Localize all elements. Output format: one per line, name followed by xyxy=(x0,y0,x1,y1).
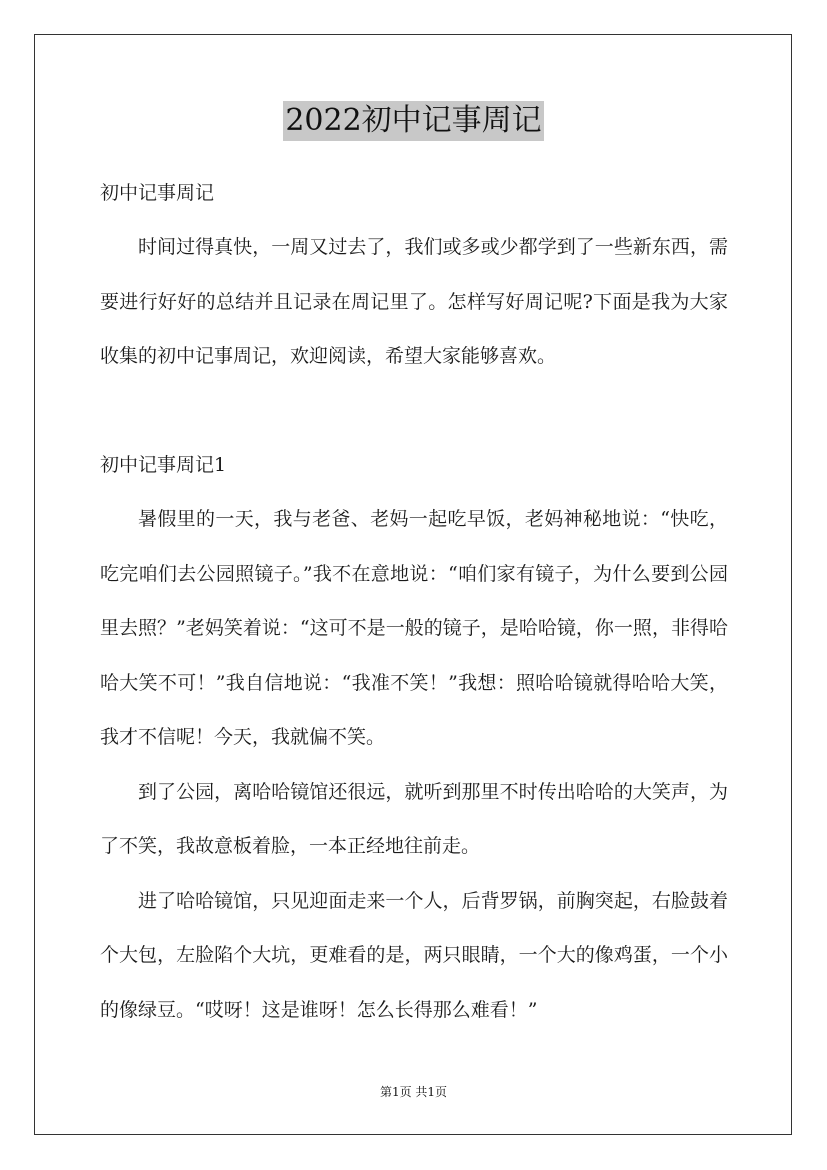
intro-block xyxy=(100,220,728,384)
title-container xyxy=(0,101,827,141)
document-title: 2022初中记事周记 xyxy=(283,101,543,141)
paragraph: 暑假里的一天，我与老爸、老妈一起吃早饭，老妈神秘地说：“快吃，吃完咱们去公园照镜子。”我不在意地说：“咱们家有镜子，为什么要到公园里去照？”老妈笑着说：“这可不是一般的镜子，是哈哈镜，你一照，非得哈哈大笑不可！”我自信地说：“我准不笑！”我想：照哈哈镜就得哈哈大笑，我才不信呢！今天，我就偏不笑。 xyxy=(100,508,728,748)
section-body xyxy=(100,492,728,1037)
page-footer: 第1页 共1页 xyxy=(379,1085,448,1099)
section-heading: 初中记事周记1 xyxy=(100,454,227,476)
paragraph: 进了哈哈镜馆，只见迎面走来一个人，后背罗锅，前胸突起，右脸鼓着个大包，左脸陷个大坑，更难看的是，两只眼睛，一个大的像鸡蛋，一个小的像绿豆。“哎呀！这是谁呀！怎么长得那么难看！” xyxy=(100,889,728,1021)
intro-heading: 初中记事周记 xyxy=(100,182,215,204)
intro-paragraph: 时间过得真快，一周又过去了，我们或多或少都学到了一些新东西，需要进行好好的总结并且记录在周记里了。怎样写好周记呢?下面是我为大家收集的初中记事周记，欢迎阅读，希望大家能够喜欢。 xyxy=(100,236,728,367)
paragraph: 到了公园，离哈哈镜馆还很远，就听到那里不时传出哈哈的大笑声，为了不笑，我故意板着脸，一本正经地往前走。 xyxy=(100,780,728,857)
